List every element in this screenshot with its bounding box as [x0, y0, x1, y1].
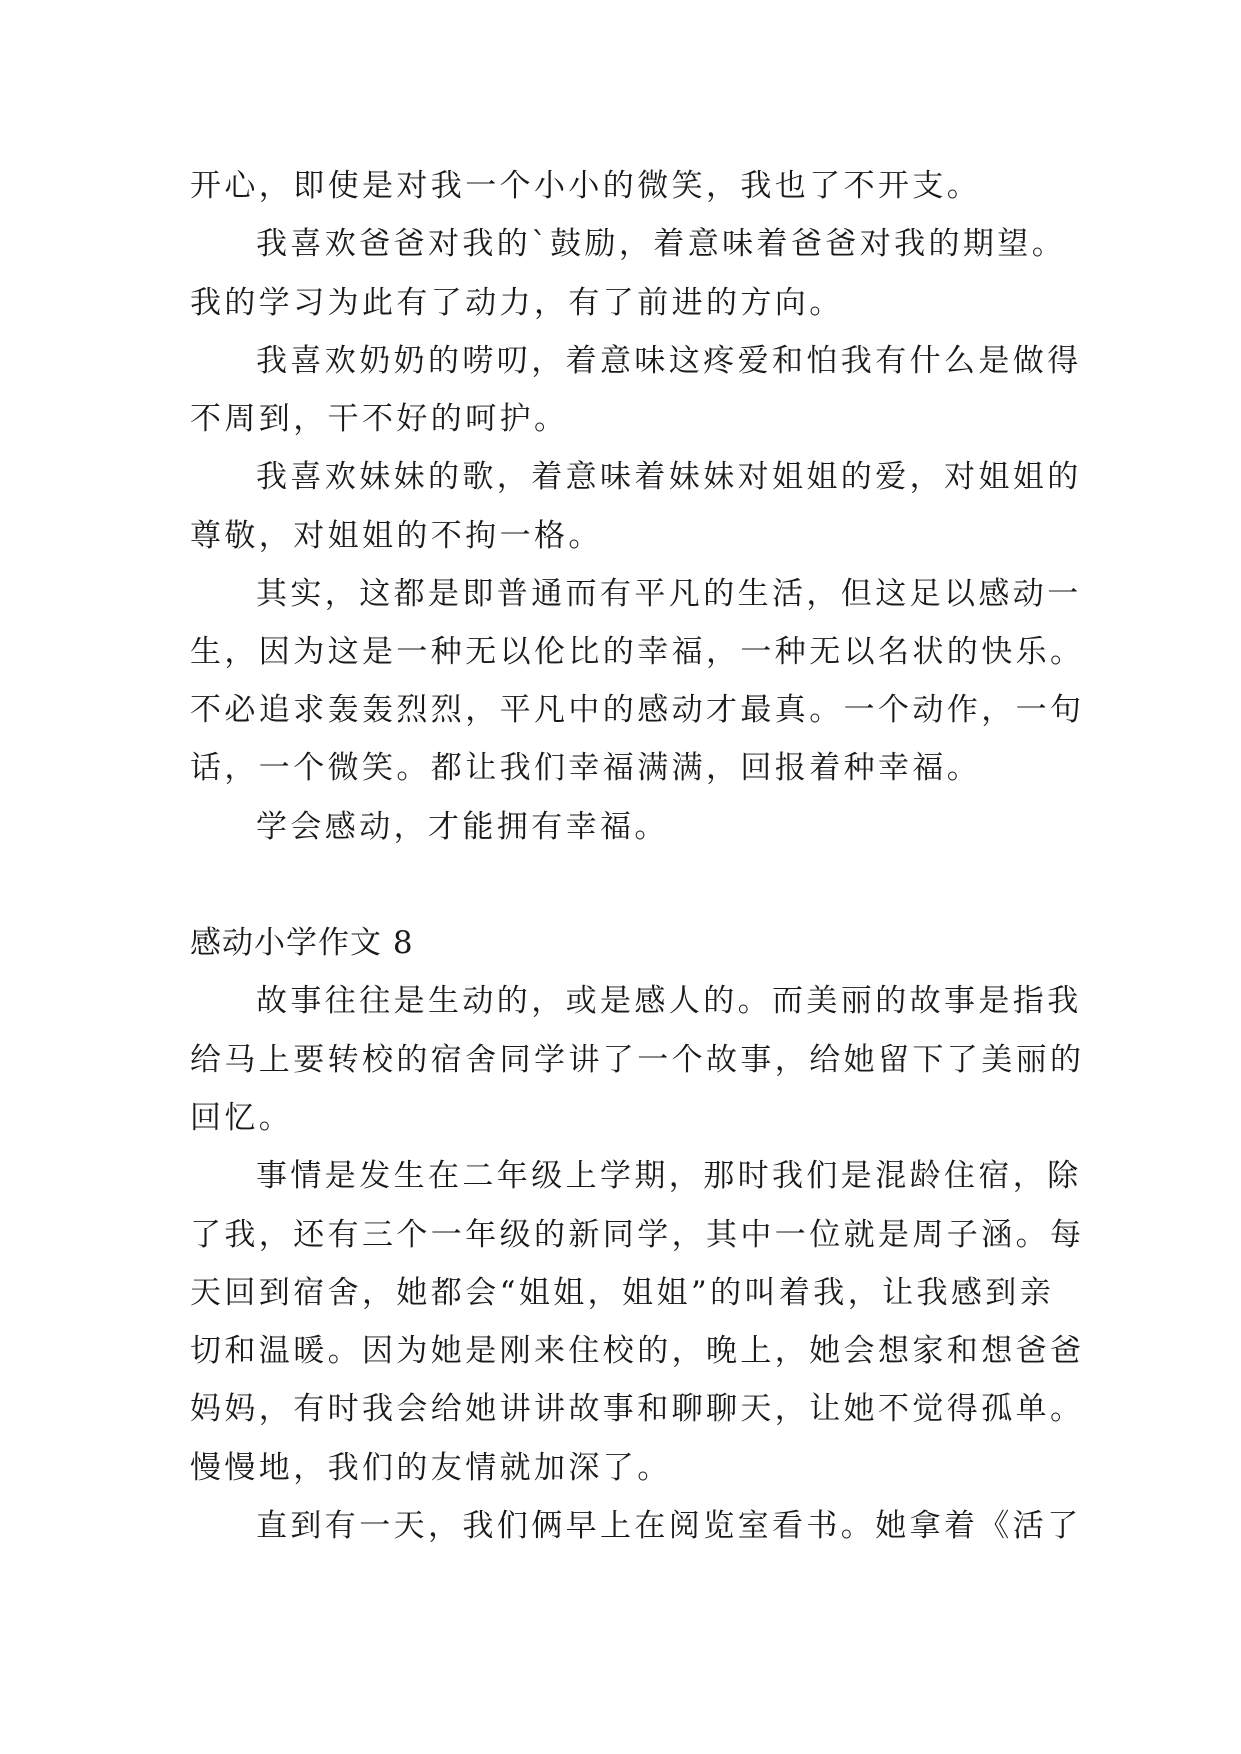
paragraph-line: 给马上要转校的宿舍同学讲了一个故事，给她留下了美丽的 — [190, 1042, 1085, 1078]
paragraph-line: 直到有一天，我们俩早上在阅览室看书。她拿着《活了 — [256, 1508, 1082, 1544]
paragraph-line: 不周到，干不好的呵护。 — [190, 401, 569, 437]
paragraph-line: 切和温暖。因为她是刚来住校的，晚上，她会想家和想爸爸 — [190, 1333, 1085, 1369]
paragraph-line: 故事往往是生动的，或是感人的。而美丽的故事是指我 — [256, 983, 1082, 1019]
paragraph-line: 慢慢地，我们的友情就加深了。 — [190, 1450, 672, 1486]
paragraph-line: 我喜欢爸爸对我的`鼓励，着意味着爸爸对我的期望。 — [256, 226, 1067, 262]
paragraph-line: 我喜欢奶奶的唠叨，着意味这疼爱和怕我有什么是做得 — [256, 343, 1082, 379]
paragraph-line: 回忆。 — [190, 1100, 294, 1136]
section-heading: 感动小学作文 8 — [190, 925, 414, 961]
paragraph-line: 妈妈，有时我会给她讲讲故事和聊聊天，让她不觉得孤单。 — [190, 1391, 1085, 1427]
paragraph-line: 生，因为这是一种无以伦比的幸福，一种无以名状的快乐。 — [190, 634, 1085, 670]
paragraph-line: 学会感动，才能拥有幸福。 — [256, 809, 669, 845]
paragraph-line: 不必追求轰轰烈烈，平凡中的感动才最真。一个动作，一句 — [190, 692, 1085, 728]
paragraph-line: 我喜欢妹妹的歌，着意味着妹妹对姐姐的爱，对姐姐的 — [256, 459, 1082, 495]
paragraph-line: 开心，即使是对我一个小小的微笑，我也了不开支。 — [190, 168, 982, 204]
paragraph-line: 尊敬，对姐姐的不拘一格。 — [190, 518, 603, 554]
paragraph-line: 我的学习为此有了动力，有了前进的方向。 — [190, 285, 844, 321]
paragraph-line: 其实，这都是即普通而有平凡的生活，但这足以感动一 — [256, 576, 1082, 612]
paragraph-line: 事情是发生在二年级上学期，那时我们是混龄住宿，除 — [256, 1158, 1082, 1194]
paragraph-line: 天回到宿舍，她都会“姐姐，姐姐”的叫着我，让我感到亲 — [190, 1275, 1055, 1311]
paragraph-line: 了我，还有三个一年级的新同学，其中一位就是周子涵。每 — [190, 1217, 1085, 1253]
paragraph-line: 话，一个微笑。都让我们幸福满满，回报着种幸福。 — [190, 750, 982, 786]
